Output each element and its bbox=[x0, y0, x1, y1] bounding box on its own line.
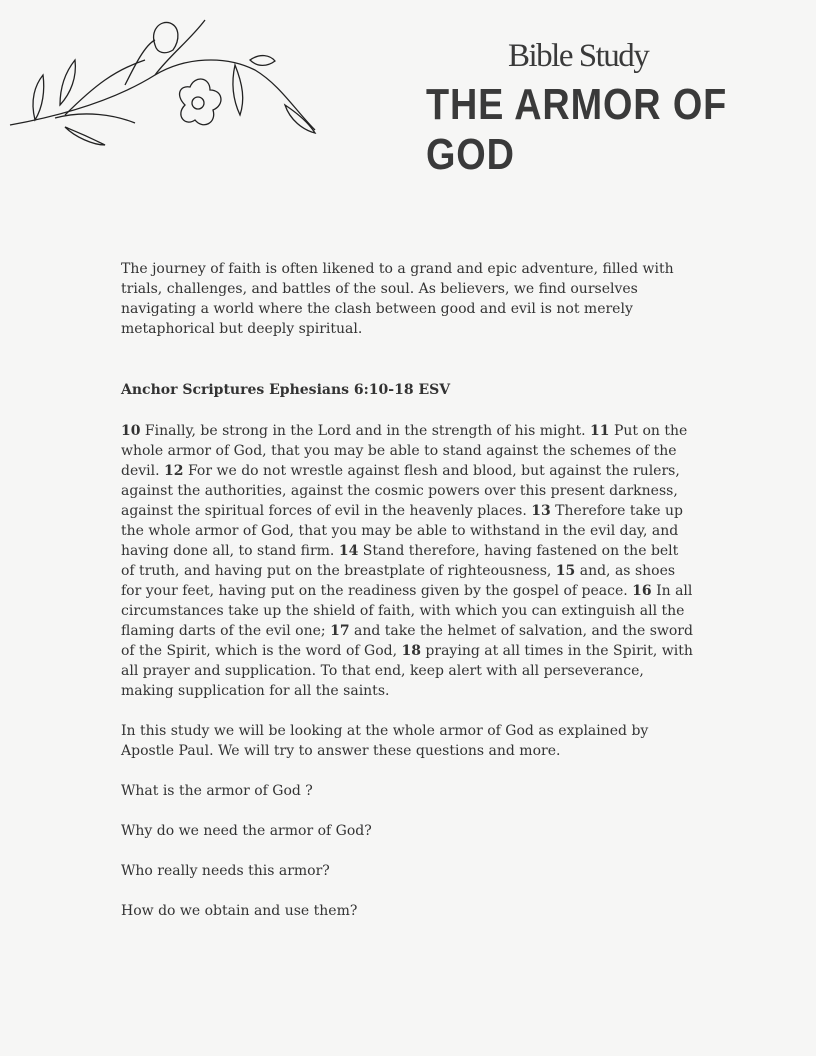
verse-number: 13 bbox=[531, 503, 551, 519]
verse-number: 18 bbox=[401, 643, 421, 659]
document-subtitle: Bible Study bbox=[508, 38, 649, 74]
intro-paragraph: The journey of faith is often likened to a grand and epic adventure, filled with trials, challenges, and battles of the soul. As believers, we find ourselves navigating a world where the clash between good and evil is not merely metaphorical but deeply spiritual. bbox=[121, 261, 674, 337]
verse-text: and take the helmet of salvation, and the sword of the Spirit, which is the word of God, bbox=[121, 623, 693, 659]
verse-text: In all circumstances take up the shield of faith, with which you can extinguish all the flaming darts of the evil one; bbox=[121, 583, 693, 639]
verse-number: 14 bbox=[338, 543, 359, 559]
question-2: Why do we need the armor of God? bbox=[121, 823, 372, 839]
verse-text: praying at all times in the Spirit, with all prayer and supplication. To that end, keep alert with all perseverance, making supplication for all the saints. bbox=[121, 643, 693, 699]
verse-text: For we do not wrestle against flesh and blood, but against the rulers, against the authorities, against the cosmic powers over this present darkness, against the spiritual forces of evil in the heavenly places. bbox=[121, 463, 680, 519]
verse-number: 15 bbox=[555, 563, 576, 579]
verse-text: Put on the whole armor of God, that you may be able to stand against the schemes of the devil. bbox=[121, 423, 688, 479]
verse-text: Stand therefore, having fastened on the belt of truth, and having put on the breastplate of righteousness, bbox=[121, 543, 679, 579]
verse-text: Finally, be strong in the Lord and in the strength of his might. bbox=[140, 423, 591, 439]
scripture-passage bbox=[121, 421, 696, 701]
verse-number: 10 bbox=[121, 423, 141, 439]
verse-number: 12 bbox=[164, 463, 184, 479]
question-1: What is the armor of God ? bbox=[121, 783, 313, 799]
verse-number: 17 bbox=[330, 623, 350, 639]
verse-number: 16 bbox=[632, 583, 652, 599]
floral-illustration bbox=[5, 15, 325, 165]
verse-text: Therefore take up the whole armor of God, that you may be able to withstand in the evil day, and having done all, to stand firm. bbox=[121, 503, 684, 559]
document-body bbox=[121, 259, 696, 921]
study-intro-paragraph: In this study we will be looking at the whole armor of God as explained by Apostle Paul. We will try to answer these questions and more. bbox=[121, 723, 649, 759]
question-4: How do we obtain and use them? bbox=[121, 903, 358, 919]
verse-number: 11 bbox=[590, 423, 610, 439]
verse-text: and, as shoes for your feet, having put on the readiness given by the gospel of peace. bbox=[121, 563, 676, 599]
document-title: THE ARMOR OF GOD bbox=[426, 80, 728, 179]
question-3: Who really needs this armor? bbox=[121, 863, 330, 879]
scripture-heading: Anchor Scriptures Ephesians 6:10-18 ESV bbox=[121, 382, 451, 398]
